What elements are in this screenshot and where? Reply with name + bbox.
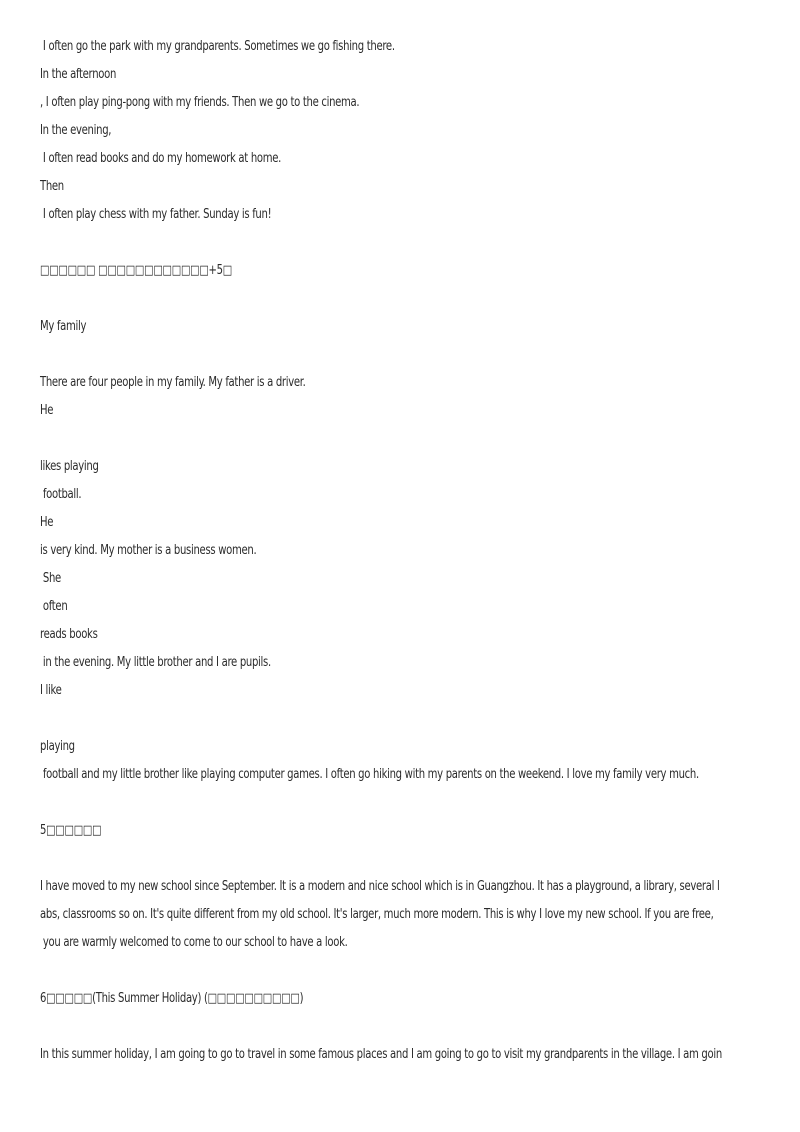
- text-line: I often read books and do my homework at home.: [40, 151, 282, 166]
- blank-line: [40, 341, 770, 369]
- blank-line: [40, 789, 770, 817]
- text-line: often: [40, 599, 68, 614]
- essay-title: My family: [40, 319, 87, 334]
- document-page: [40, 33, 770, 1069]
- text-line: you are warmly welcomed to come to our school to have a look.: [40, 935, 348, 950]
- text-line: I often go the park with my grandparents. Sometimes we go fishing there.: [40, 39, 395, 54]
- blank-line: [40, 285, 770, 313]
- text-line: in the evening. My little brother and I are pupils.: [40, 655, 271, 670]
- text-line: There are four people in my family. My father is a driver.: [40, 375, 306, 390]
- text-line: He: [40, 403, 54, 418]
- text-line: He: [40, 515, 54, 530]
- text-line: She: [40, 571, 61, 586]
- text-line: , I often play ping-pong with my friends. Then we go to the cinema.: [40, 95, 360, 110]
- text-line: In the evening,: [40, 123, 112, 138]
- text-line: [40, 705, 668, 733]
- text-line: is very kind. My mother is a business women.: [40, 543, 257, 558]
- section-heading: 5□□□□□□: [40, 823, 102, 838]
- text-line: likes playing: [40, 459, 99, 474]
- text-line: reads books: [40, 627, 98, 642]
- blank-line: [40, 1013, 770, 1041]
- text-line: [40, 425, 668, 453]
- text-line: football.: [40, 487, 82, 502]
- text-line: abs, classrooms so on. It's quite different from my old school. It's larger, much more modern. This is why I love my new school. If you are free,: [40, 907, 714, 922]
- section-heading: 6□□□□□(This Summer Holiday) (□□□□□□□□□□): [40, 991, 304, 1006]
- blank-line: [40, 845, 770, 873]
- text-line: football and my little brother like playing computer games. I often go hiking with my parents on the weekend. I love my family very much.: [40, 767, 699, 782]
- text-line: I often play chess with my father. Sunday is fun!: [40, 207, 272, 222]
- text-line: In this summer holiday, I am going to go to travel in some famous places and I am going to go to visit my grandparents in the village. I am goin: [40, 1047, 722, 1062]
- text-line: In the afternoon: [40, 67, 117, 82]
- blank-line: [40, 229, 770, 257]
- text-line: playing: [40, 739, 75, 754]
- text-line: Then: [40, 179, 64, 194]
- blank-line: [40, 957, 770, 985]
- text-line: I like: [40, 683, 62, 698]
- section-heading: □□□□□□ □□□□□□□□□□□□+5□: [40, 263, 232, 278]
- text-line: I have moved to my new school since September. It is a modern and nice school which is in Guangzhou. It has a playground, a library, several l: [40, 879, 720, 894]
